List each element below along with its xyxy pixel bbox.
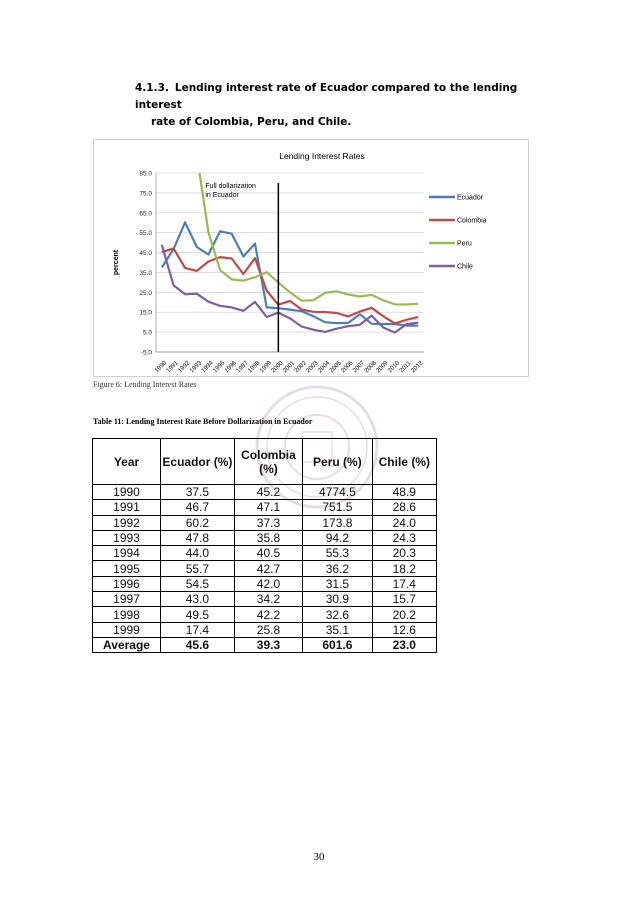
table-cell: 751.5: [303, 500, 372, 515]
chart-canvas: [94, 140, 530, 378]
x-tick-label: 1991: [165, 359, 180, 375]
x-tick-label: 2003: [304, 359, 320, 375]
y-tick-label: 45.0: [139, 250, 152, 258]
table-cell: 44.0: [161, 546, 235, 561]
x-tick-label: 2011: [398, 359, 413, 375]
y-axis-label: percent: [113, 249, 120, 276]
x-tick-label: 2001: [281, 359, 297, 375]
table-cell: 1992: [93, 515, 161, 530]
table-cell: 35.8: [234, 530, 302, 545]
table-cell: 43.0: [161, 592, 235, 607]
lending-rate-table: [92, 438, 437, 653]
x-tick-label: 2002: [293, 359, 308, 375]
y-tick-label: 15.0: [139, 309, 152, 317]
table-cell: 1995: [93, 561, 161, 576]
section-heading-line2: rate of Colombia, Peru, and Chile.: [151, 116, 352, 128]
x-tick-label: 1995: [211, 359, 227, 375]
table-cell: 25.8: [234, 622, 302, 637]
x-tick-label: 1998: [246, 359, 262, 375]
x-tick-label: 2009: [374, 359, 390, 375]
table-cell: 34.2: [234, 592, 302, 607]
y-tick-label: 75.0: [139, 190, 152, 198]
table-cell: 48.9: [372, 485, 436, 500]
table-header-row: [93, 439, 437, 485]
table-average-cell: 39.3: [234, 637, 302, 652]
x-tick-label: 2008: [363, 359, 378, 375]
table-cell: 60.2: [161, 515, 235, 530]
table-row: [93, 515, 437, 530]
lending-rates-chart: [93, 139, 529, 377]
table-average-cell: 23.0: [372, 637, 436, 652]
series-line-peru: [162, 140, 418, 305]
x-tick-label: 1994: [200, 359, 215, 375]
table-cell: 37.5: [161, 485, 235, 500]
table-body: [93, 485, 437, 653]
table-average-cell: 601.6: [303, 637, 372, 652]
table-cell: 47.1: [234, 500, 302, 515]
table-cell: 36.2: [303, 561, 372, 576]
header-peru: Peru (%): [303, 439, 372, 485]
table-cell: 30.9: [303, 592, 372, 607]
legend-label-peru: Peru: [457, 240, 472, 248]
table-cell: 55.3: [303, 546, 372, 561]
table-row: [93, 576, 437, 591]
table-cell: 1993: [93, 530, 161, 545]
table-cell: 31.5: [303, 576, 372, 591]
x-tick-label: 2010: [386, 359, 402, 375]
table-cell: 1999: [93, 622, 161, 637]
table-cell: 1998: [93, 607, 161, 622]
table-cell: 28.6: [372, 500, 436, 515]
header-year: Year: [93, 439, 161, 485]
x-tick-label: 1993: [188, 359, 204, 375]
y-tick-label: -5.0: [140, 349, 152, 357]
x-tick-label: 1990: [153, 359, 169, 375]
table-cell: 4774.5: [303, 485, 372, 500]
table-cell: 1991: [93, 500, 161, 515]
table-cell: 15.7: [372, 592, 436, 607]
x-tick-label: 1996: [223, 359, 239, 375]
x-tick-label: 1999: [258, 359, 273, 375]
table-row: [93, 592, 437, 607]
table-row: [93, 622, 437, 637]
table-cell: 24.3: [372, 530, 436, 545]
table-cell: 54.5: [161, 576, 235, 591]
y-tick-label: 85.0: [139, 170, 152, 178]
table-cell: 24.0: [372, 515, 436, 530]
table-cell: 20.2: [372, 607, 436, 622]
y-tick-label: 55.0: [139, 230, 152, 238]
table-cell: 42.0: [234, 576, 302, 591]
header-chile: Chile (%): [372, 439, 436, 485]
dollarization-annotation-line1: Full dollarization: [205, 183, 256, 190]
table-cell: 40.5: [234, 546, 302, 561]
table-cell: 17.4: [161, 622, 235, 637]
table-row: [93, 500, 437, 515]
table-cell: 46.7: [161, 500, 235, 515]
y-tick-label: 35.0: [139, 269, 152, 277]
x-tick-label: 2000: [269, 359, 285, 375]
x-tick-label: 2005: [328, 359, 343, 375]
table-cell: 37.3: [234, 515, 302, 530]
table-row: [93, 561, 437, 576]
x-tick-label: 2006: [339, 359, 355, 375]
table-row: [93, 546, 437, 561]
x-tick-label: 2007: [351, 359, 367, 375]
section-number: 4.1.3.: [135, 82, 169, 94]
y-tick-label: 5.0: [142, 329, 152, 337]
dollarization-annotation-line2: in Ecuador: [205, 192, 239, 199]
table-cell: 1997: [93, 592, 161, 607]
legend-label-ecuador: Ecuador: [457, 194, 484, 202]
y-tick-label: 25.0: [139, 289, 152, 297]
table-cell: 45.2: [234, 485, 302, 500]
table-average-cell: Average: [93, 637, 161, 652]
x-tick-label: 2004: [316, 359, 332, 375]
header-ecuador: Ecuador (%): [161, 439, 235, 485]
table-cell: 55.7: [161, 561, 235, 576]
section-heading: [135, 80, 555, 131]
table-cell: 42.7: [234, 561, 302, 576]
series-line-chile: [162, 245, 418, 333]
section-heading-line1: Lending interest rate of Ecuador compared to the lending interest: [135, 82, 518, 111]
chart-title: Lending Interest Rates: [279, 151, 365, 161]
table-cell: 17.4: [372, 576, 436, 591]
table-cell: 1996: [93, 576, 161, 591]
table-row: [93, 607, 437, 622]
header-colombia: Colombia (%): [234, 439, 302, 485]
y-tick-label: 65.0: [139, 210, 152, 218]
series-line-ecuador: [162, 222, 418, 325]
table-cell: 49.5: [161, 607, 235, 622]
table-cell: 1990: [93, 485, 161, 500]
table-cell: 12.6: [372, 622, 436, 637]
legend-label-chile: Chile: [457, 263, 473, 271]
table-cell: 47.8: [161, 530, 235, 545]
table-cell: 20.3: [372, 546, 436, 561]
table-cell: 173.8: [303, 515, 372, 530]
table-row: [93, 485, 437, 500]
table-cell: 18.2: [372, 561, 436, 576]
x-tick-label: 1997: [234, 359, 250, 375]
legend-label-colombia: Colombia: [457, 217, 487, 225]
table-average-cell: 45.6: [161, 637, 235, 652]
page-number: 30: [313, 851, 325, 863]
table-cell: 94.2: [303, 530, 372, 545]
table-cell: 35.1: [303, 622, 372, 637]
table-caption: Table 11: Lending Interest Rate Before Dollarization in Ecuador: [93, 417, 313, 426]
figure-caption: Figure 6: Lending Interest Rates: [93, 380, 197, 389]
table-cell: 32.6: [303, 607, 372, 622]
table-cell: 42.2: [234, 607, 302, 622]
x-tick-label: 2012: [409, 359, 425, 375]
table-average-row: [93, 637, 437, 652]
table-cell: 1994: [93, 546, 161, 561]
x-tick-label: 1992: [176, 359, 192, 375]
table-row: [93, 530, 437, 545]
